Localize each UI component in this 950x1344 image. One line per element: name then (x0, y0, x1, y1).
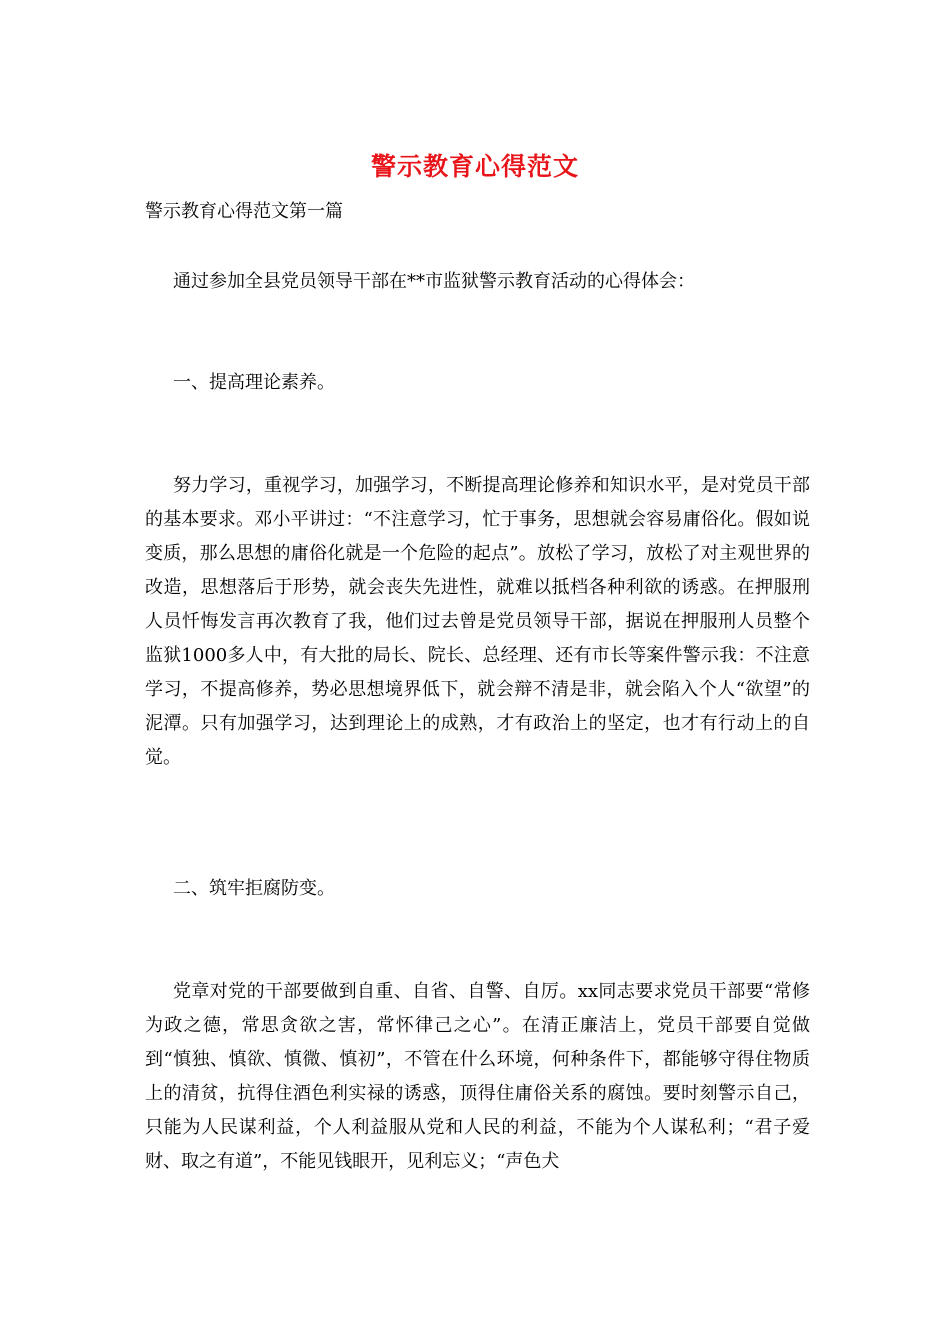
section-heading-2: 二、筑牢拒腐防变。 (173, 878, 335, 899)
document-subtitle: 警示教育心得范文第一篇 (145, 201, 343, 222)
section-heading-1: 一、提高理论素养。 (173, 372, 335, 393)
document-title: 警示教育心得范文 (370, 152, 579, 181)
body-paragraph-2: 党章对党的干部要做到自重、自省、自警、自厉。xx同志要求党员干部要“常修为政之德，常思贪欲之害，常怀律己之心”。在清正廉洁上，党员干部要自觉做到“慎独、慎欲、慎微、慎初”，不管在什么环境，何种条件下，都能够守得住物质上的清贫，抗得住酒色利实禄的诱惑，顶得住庸俗关系的腐蚀。要时刻警示自己，只能为人民谋利益，个人利益服从党和人民的利益，不能为个人谋私利；“君子爱财、取之有道”，不能见钱眼开，见利忘义；“声色犬 (145, 981, 810, 1172)
intro-paragraph: 通过参加全县党员领导干部在**市监狱警示教育活动的心得体会： (173, 271, 695, 292)
body-paragraph-1: 努力学习，重视学习，加强学习，不断提高理论修养和知识水平，是对党员干部的基本要求。邓小平讲过：“不注意学习，忙于事务，思想就会容易庸俗化。假如说变质，那么思想的庸俗化就是一个危险的起点”。放松了学习，放松了对主观世界的改造，思想落后于形势，就会丧失先进性，就难以抵档各种利欲的诱惑。在押服刑人员忏悔发言再次教育了我，他们过去曾是党员领导干部，据说在押服刑人员整个监狱1000多人中，有大批的局长、院长、总经理、还有市长等案件警示我：不注意学习，不提高修养，势必思想境界低下，就会辩不清是非，就会陷入个人“欲望”的泥潭。只有加强学习，达到理论上的成熟，才有政治上的坚定，也才有行动上的自觉。 (145, 475, 810, 768)
